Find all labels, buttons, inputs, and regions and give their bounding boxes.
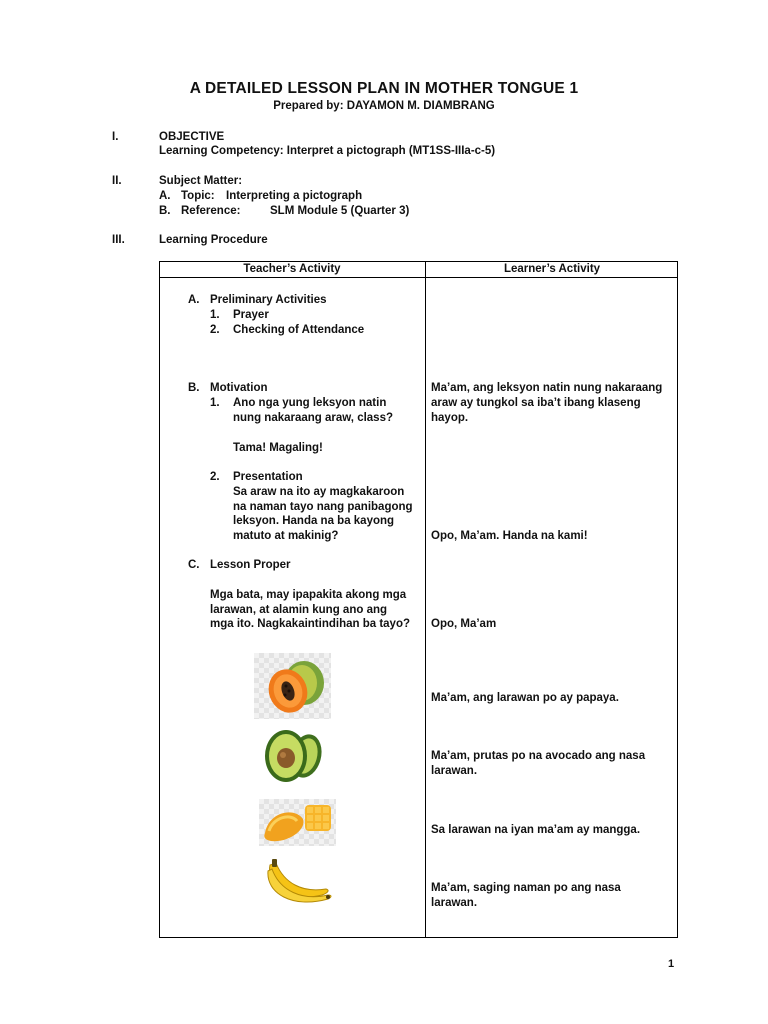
teacher-b1-marker: 1. bbox=[210, 397, 220, 409]
learner-motivation-line-3: hayop. bbox=[431, 412, 469, 424]
learner-motivation-line-1: Ma’am, ang leksyon natin nung nakaraang bbox=[431, 382, 663, 394]
subject-matter-heading: Subject Matter: bbox=[159, 175, 243, 187]
lesson-proper-title: Lesson Proper bbox=[210, 559, 291, 571]
table-header-divider bbox=[159, 277, 678, 278]
topic-marker: A. bbox=[159, 190, 171, 202]
reference-label: Reference: bbox=[181, 205, 241, 217]
teacher-c-marker: C. bbox=[188, 559, 200, 571]
reference-marker: B. bbox=[159, 205, 171, 217]
presentation-line-1: Sa araw na ito ay magkakaroon bbox=[233, 486, 405, 498]
banana-image bbox=[262, 855, 334, 910]
motivation-question-line-1: Ano nga yung leksyon natin bbox=[233, 397, 387, 409]
motivation-praise: Tama! Magaling! bbox=[233, 442, 323, 454]
reference-value: SLM Module 5 (Quarter 3) bbox=[270, 205, 410, 217]
lesson-proper-line-1: Mga bata, may ipapakita akong mga bbox=[210, 589, 407, 601]
learner-motivation-line-2: araw ay tungkol sa iba’t ibang klaseng bbox=[431, 397, 641, 409]
motivation-title: Motivation bbox=[210, 382, 268, 394]
table-column-divider bbox=[425, 261, 426, 938]
lesson-proper-line-3: mga ito. Nagkakaintindihan ba tayo? bbox=[210, 618, 411, 630]
learner-presentation-reply: Opo, Ma’am. Handa na kami! bbox=[431, 530, 588, 542]
learning-competency: Learning Competency: Interpret a pictograph (MT1SS-IIIa-c-5) bbox=[159, 145, 496, 157]
learner-papaya-reply: Ma’am, ang larawan po ay papaya. bbox=[431, 692, 619, 704]
page-number: 1 bbox=[668, 958, 675, 970]
learner-avocado-line-1: Ma’am, prutas po na avocado ang nasa bbox=[431, 750, 646, 762]
header-teacher-activity: Teacher’s Activity bbox=[243, 263, 341, 275]
teacher-a2-marker: 2. bbox=[210, 324, 220, 336]
learner-avocado-line-2: larawan. bbox=[431, 765, 478, 777]
document-title: A DETAILED LESSON PLAN IN MOTHER TONGUE 1 bbox=[189, 80, 579, 97]
objective-heading: OBJECTIVE bbox=[159, 131, 225, 143]
prayer-item: Prayer bbox=[233, 309, 269, 321]
motivation-question-line-2: nung nakaraang araw, class? bbox=[233, 412, 393, 424]
prepared-by: Prepared by: DAYAMON M. DIAMBRANG bbox=[273, 100, 495, 112]
preliminary-activities-title: Preliminary Activities bbox=[210, 294, 327, 306]
teacher-b-marker: B. bbox=[188, 382, 200, 394]
learner-banana-line-1: Ma’am, saging naman po ang nasa bbox=[431, 882, 621, 894]
learner-banana-line-2: larawan. bbox=[431, 897, 478, 909]
presentation-line-2: na naman tayo nang panibagong bbox=[233, 501, 413, 513]
learner-mango-reply: Sa larawan na iyan ma’am ay mangga. bbox=[431, 824, 641, 836]
lesson-proper-line-2: larawan, at alamin kung ano ang bbox=[210, 604, 388, 616]
mango-image bbox=[259, 799, 336, 846]
presentation-line-4: matuto at makinig? bbox=[233, 530, 339, 542]
learning-procedure-heading: Learning Procedure bbox=[159, 234, 268, 246]
section-i-numeral: I. bbox=[112, 131, 119, 143]
section-iii-numeral: III. bbox=[112, 234, 125, 246]
attendance-item: Checking of Attendance bbox=[233, 324, 365, 336]
teacher-b2-marker: 2. bbox=[210, 471, 220, 483]
avocado-image bbox=[262, 728, 328, 784]
topic-value: Interpreting a pictograph bbox=[226, 190, 363, 202]
learner-lesson-reply: Opo, Ma’am bbox=[431, 618, 497, 630]
papaya-image bbox=[254, 653, 331, 719]
teacher-a-marker: A. bbox=[188, 294, 200, 306]
section-ii-numeral: II. bbox=[112, 175, 122, 187]
teacher-a1-marker: 1. bbox=[210, 309, 220, 321]
topic-label: Topic: bbox=[181, 190, 215, 202]
presentation-title: Presentation bbox=[233, 471, 303, 483]
header-learner-activity: Learner’s Activity bbox=[503, 263, 601, 275]
presentation-line-3: leksyon. Handa na ba kayong bbox=[233, 515, 395, 527]
